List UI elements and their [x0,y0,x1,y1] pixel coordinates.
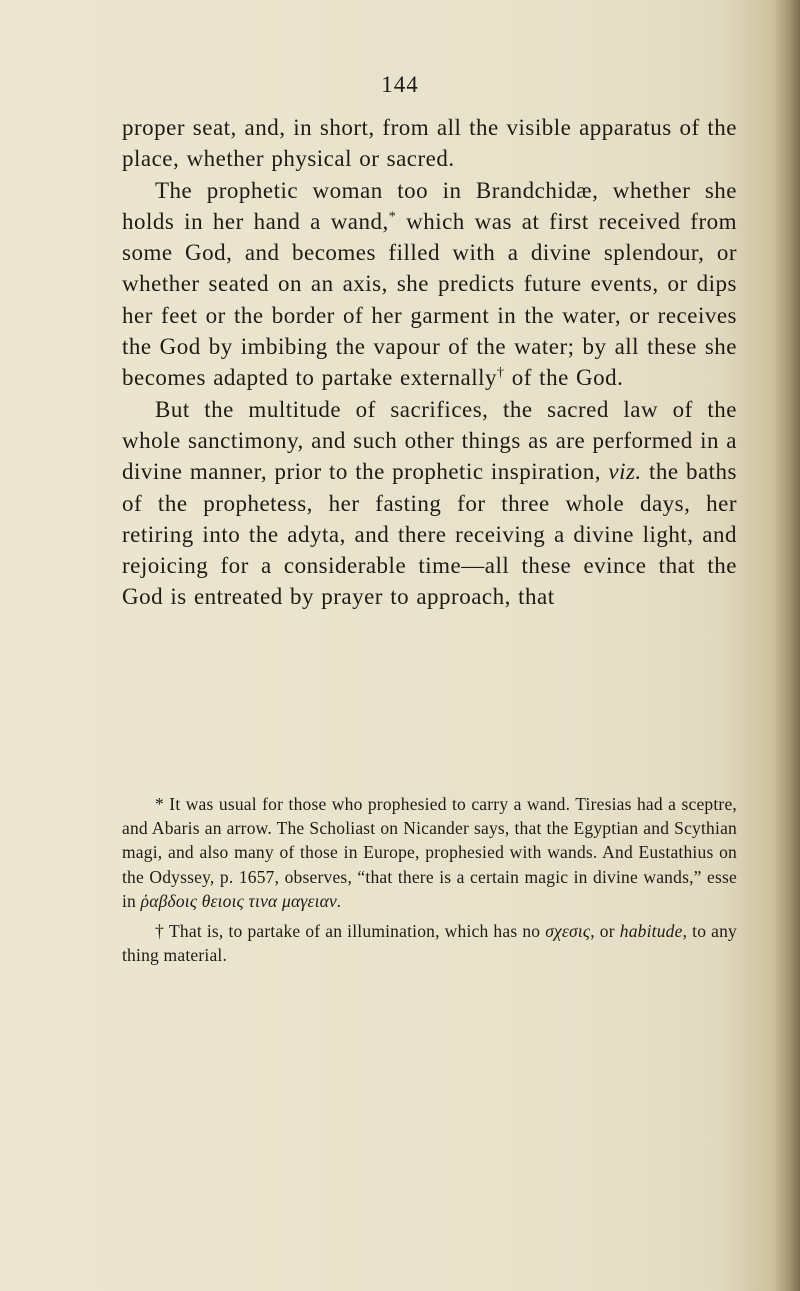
paragraph-1-text: proper seat, and, in short, from all the visible apparatus of the place, whether physical or sacred. [122,115,737,172]
paragraph-3-text-a: But the multitude of sacrifices, the sacred law of the whole sanctimony, and such other things as are performed in a divine manner, prior to the prophetic inspiration, [122,396,737,485]
footnote-asterisk [122,792,737,913]
footnote-dagger-text-b: , or [590,921,620,942]
footnote-asterisk-text: * It was usual for those who prophesied to carry a wand. Tiresias had a sceptre, and Abaris an arrow. The Scholiast on Nicander says, that the Egyptian and Scythian magi, and also many of those in Europe, prophesied with wands. And Eustathius on the Odyssey, p. 1657, observes, “that there is a certain magic in divine wands,” esse in [122,794,737,911]
paragraph-3-text-b: the baths of the prophetess, her fasting for three whole days, her retiring into the adyta, and there receiving a divine light, and rejoicing for a considerable time—all these evince that the God is entreated by prayer to approach, that [122,459,738,610]
footnotes [122,792,737,967]
paragraph-2-text-a: The prophetic woman too in Brandchidæ, whether she holds in her hand a wand, [122,177,737,234]
footnote-ref-dagger[interactable]: † [497,365,505,381]
page-edge-shadow [774,0,800,1291]
paragraph-1 [122,112,737,175]
footnote-dagger-italic-habitude: habitude [619,921,683,942]
footnote-asterisk-greek: ῥαβδοις θειοις τινα μαγειαν. [140,890,342,911]
footnote-dagger-text-a: † That is, to partake of an illumination, which has no [155,921,546,942]
footnote-ref-asterisk[interactable]: * [388,209,397,225]
page-number: 144 [381,72,419,97]
paragraph-3-italic-viz: viz. [608,459,642,485]
footnote-dagger [122,919,737,967]
paragraph-2-text-b: which was at first received from some God, and becomes filled with a divine splendour, or whether seated on an axis, she predicts future events, or dips her feet or the border of her garment in the water, or receives the God by imbibing the vapour of the water; by all these she becomes adapted to partake externally [122,208,737,391]
paragraph-2-text-c: of the God. [504,365,624,391]
footnote-dagger-greek: σχεσις [545,921,591,942]
paragraph-2 [122,175,737,394]
paragraph-3 [122,394,737,613]
footnote-dagger-text-c: , to any thing material. [122,921,737,966]
main-text [122,112,737,613]
